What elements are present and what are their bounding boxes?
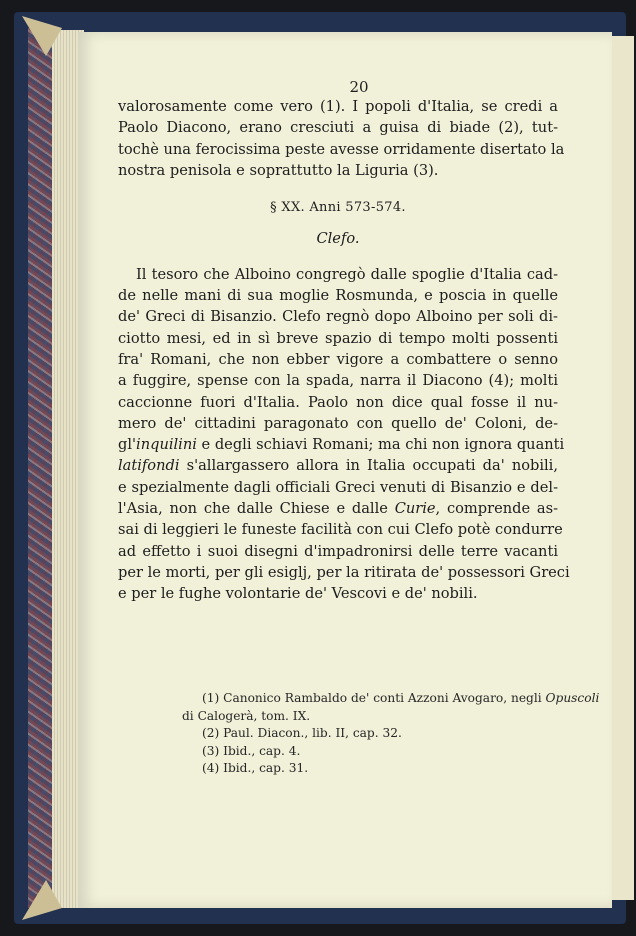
text-line bbox=[118, 455, 558, 476]
text-line: de' Greci di Bisanzio. Clefo regnò dopo Alboino per soli di- bbox=[118, 308, 558, 326]
text-line: Paolo Diacono, erano cresciuti a guisa di biade (2), tut- bbox=[118, 119, 558, 137]
text-line: per le morti, per gli esiglj, per la ritirata de' possessori Greci bbox=[118, 563, 570, 581]
text-fragment: e degli schiavi Romani; ma chi non ignora quanti bbox=[196, 436, 565, 454]
text-line: caccionne fuori d'Italia. Paolo non dice qual fosse il nu- bbox=[118, 393, 558, 411]
italic-term: inquilini bbox=[136, 436, 197, 454]
main-text bbox=[118, 96, 570, 605]
footnotes bbox=[182, 690, 600, 778]
text-line: sai di leggieri le funeste facilità con cui Clefo potè condurre bbox=[118, 521, 563, 539]
footnote: (4) Ibid., cap. 31. bbox=[202, 761, 309, 776]
text-fragment: l'Asia, non che dalle Chiese e dalle bbox=[118, 500, 395, 518]
facing-page-edge bbox=[612, 36, 634, 900]
footnote-continuation: di Calogerà, tom. IX. bbox=[182, 708, 311, 723]
text-line: ciotto mesi, ed in sì breve spazio di tempo molti possenti bbox=[118, 329, 558, 347]
text-line: nostra penisola e soprattutto la Liguria (3). bbox=[118, 161, 439, 179]
text-line: valorosamente come vero (1). I popoli d'Italia, se credi a bbox=[118, 98, 558, 115]
text-line: fra' Romani, che non ebber vigore a combattere o senno bbox=[118, 350, 558, 368]
text-line: mero de' cittadini paragonato con quello de' Coloni, de- bbox=[118, 414, 558, 432]
text-line: tochè una ferocissima peste avesse orridamente disertato la bbox=[118, 140, 565, 158]
text-line bbox=[118, 434, 565, 455]
text-line: e per le fughe volontarie de' Vescovi e de' nobili. bbox=[118, 585, 478, 603]
footnote bbox=[182, 690, 600, 708]
text-fragment: gl' bbox=[118, 436, 137, 454]
italic-term: Curie bbox=[394, 500, 436, 518]
text-fragment: s'allargassero allora in Italia occupati da' nobili, bbox=[179, 457, 558, 475]
italic-term: Opuscoli bbox=[545, 691, 600, 705]
text-line: Il tesoro che Alboino congregò dalle spoglie d'Italia cad- bbox=[136, 265, 558, 283]
section-heading: § XX. Anni 573-574. bbox=[270, 200, 406, 216]
text-fragment: , comprende as- bbox=[435, 500, 559, 518]
text-line: a fuggire, spense con la spada, narra il Diacono (4); molti bbox=[118, 372, 558, 390]
text-fragment: (1) Canonico Rambaldo de' conti Azzoni Avogaro, negli bbox=[202, 691, 546, 705]
page-number: 20 bbox=[349, 78, 369, 96]
italic-term: latifondi bbox=[118, 457, 180, 475]
text-line: ad effetto i suoi disegni d'impadronirsi delle terre vacanti bbox=[118, 542, 558, 560]
footnote: (2) Paul. Diacon., lib. II, cap. 32. bbox=[202, 726, 402, 741]
section-subtitle: Clefo. bbox=[316, 230, 360, 248]
text-line: de nelle mani di sua moglie Rosmunda, e poscia in quelle bbox=[118, 287, 558, 305]
footnote: (3) Ibid., cap. 4. bbox=[202, 743, 301, 758]
marbled-spine bbox=[28, 28, 54, 908]
text-line bbox=[118, 498, 558, 519]
text-line: e spezialmente dagli officiali Greci venuti di Bisanzio e del- bbox=[118, 478, 558, 496]
